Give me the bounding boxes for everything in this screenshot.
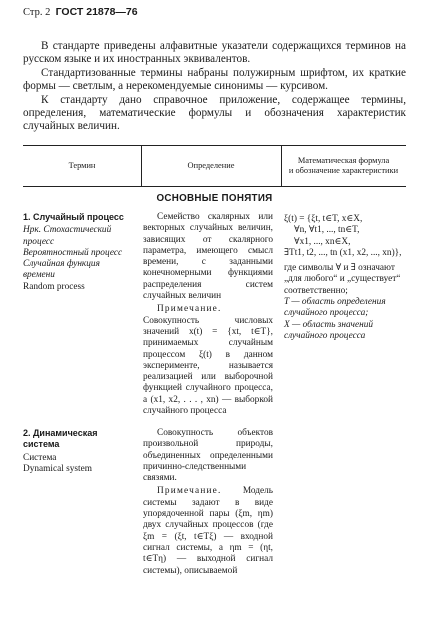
entry-2-foreign: Dynamical system [23, 463, 92, 474]
intro-text [23, 40, 406, 134]
column-header-formula-line1: Математическая формула [297, 156, 390, 165]
entry-2-definition: Совокупность объектов произвольной природы, объединенных определенными причинно-следственными связями. [143, 428, 273, 484]
column-header-formula-line2: и обозначение характеристики [288, 166, 399, 175]
entry-2-note-text: Модель системы задают в виде упорядоченной пары (ξm, ηm) двух случайных процессов (где ξm = (ξt, t∈Tξ) — входной сигнал системы, а ηm = (ηt, t∈Tη) — выходной сигнал системы), описываемой [143, 486, 273, 576]
entry-2-note [143, 486, 273, 576]
section-title: ОСНОВНЫЕ ПОНЯТИЯ [156, 193, 273, 204]
entry-2-term-column [23, 428, 133, 475]
entry-1-term: 1. Случайный процесс [23, 212, 124, 222]
entry-1-formula-line-1: ξ(t) = {ξt, t∈T, x∈X, [284, 214, 363, 224]
table-header [23, 146, 406, 187]
entry-1-synonym-2: Случайная функция времени [23, 259, 100, 281]
column-header-formula [281, 146, 406, 186]
entry-1-formula-line-2: ∀n, ∀t1, ..., tn∈T, [294, 225, 360, 236]
page-number: Стр. 2 [23, 7, 51, 18]
entry-2-term: 2. Динамическая система [23, 428, 98, 450]
entry-1-definition: Семейство скалярных или векторных случайных величин, зависящих от скалярного параметра, имеющего смысл времени, с заданными конечномерными функциями распределения систем случайных величин [143, 212, 273, 302]
intro-paragraph-2: Стандартизованные термины набраны полужирным шрифтом, их краткие формы — светлым, а нерекомендуемые синонимы — курсивом. [23, 66, 406, 93]
entry-1-formula-line-3: ∀x1, ..., xn∈X, [294, 236, 351, 247]
entry-1-note-label: Примечание. [157, 304, 222, 315]
entry-2-short-form: Система [23, 452, 57, 463]
header-divider-2 [281, 146, 282, 186]
entry-1-formula-x: X — область значений случайного процесса [284, 319, 374, 341]
entry-1-formula-column [284, 214, 408, 342]
entry-1-formula-t: T — область определения случайного процесса; [284, 297, 386, 319]
entry-2-definition-column [143, 428, 273, 577]
entry-1-definition-column [143, 212, 273, 417]
entry-1-synonym-1: Вероятностный процесс [23, 247, 123, 258]
entry-1-formula-note: где символы ∀ и ∃ означают „для любого“ и „существует“ соответственно; [284, 263, 401, 296]
intro-paragraph-1: В стандарте приведены алфавитные указатели содержащихся терминов на русском языке и их иностранных эквивалентов. [23, 40, 406, 66]
entry-1-term-column [23, 212, 133, 293]
entry-1-note [143, 304, 273, 417]
entry-1-formula-line-4: ∃Tt1, t2, ..., tn (x1, x2, ..., xn)}, [284, 247, 402, 258]
intro-paragraph-3: К стандарту дано справочное приложение, содержащее термины, определения, математические формулы и обозначения характеристик случайных величин. [23, 93, 406, 133]
entry-1-foreign: Random process [23, 281, 85, 292]
standard-number: ГОСТ 21878—76 [55, 6, 138, 18]
column-header-term: Термин [68, 161, 96, 170]
header-divider-1 [141, 146, 142, 186]
entry-1-short-form: Нрк. Стохастический процесс [23, 225, 112, 247]
column-header-definition: Определение [187, 161, 235, 170]
entry-1-note-text: Совокупность числовых значений x(t) = {xt, t∈T}, принимаемых случайным процессом ξ(t) в данном эксперименте, называется реализацией или выборочной функцией случайного процесса, а (x1, x2, . . . , xn) — выборкой случайного процесса [143, 315, 273, 417]
entry-2-note-label: Примечание. [157, 486, 222, 497]
page-header [23, 6, 138, 18]
